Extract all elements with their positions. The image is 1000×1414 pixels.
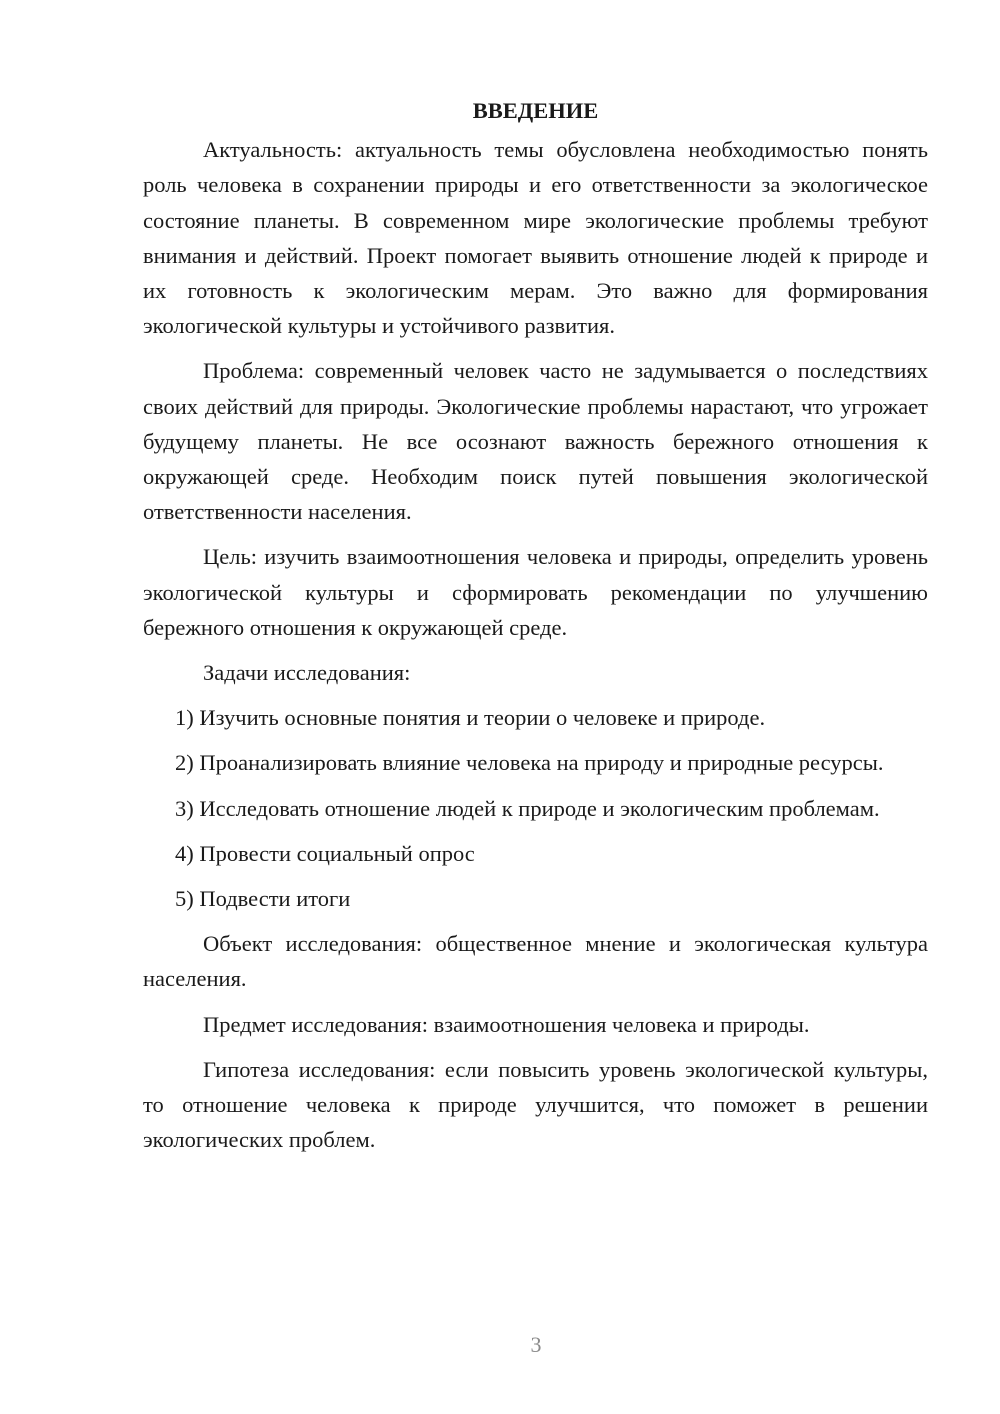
- page-content: [143, 93, 928, 1167]
- task-item-5: 5) Подвести итоги: [175, 886, 351, 912]
- task-item-1: 1) Изучить основные понятия и теории о человеке и природе.: [175, 705, 766, 731]
- paragraph-goal: Цель: изучить взаимоотношения человека и природы, определить уровень экологической культуры и сформировать рекомендации по улучшению бережного отношения к окружающей среде.: [143, 544, 928, 640]
- task-item-4: 4) Провести социальный опрос: [175, 840, 475, 866]
- page-title: ВВЕДЕНИЕ: [472, 98, 599, 123]
- task-item-3: 3) Исследовать отношение людей к природе и экологическим проблемам.: [175, 795, 880, 821]
- paragraph-problem: Проблема: современный человек часто не задумывается о последствиях своих действий для природы. Экологические проблемы нарастают, что угрожает будущему планеты. Не все осознают важность бережного отношения к окружающей среде. Необходим поиск путей повышения экологической ответственности населения.: [143, 358, 928, 525]
- paragraph-subject: Предмет исследования: взаимоотношения человека и природы.: [203, 1011, 810, 1037]
- paragraph-relevance: Актуальность: актуальность темы обусловлена необходимостью понять роль человека в сохранении природы и его ответственности за экологическое состояние планеты. В современном мире экологические проблемы требуют внимания и действий. Проект помогает выявить отношение людей к природе и их готовность к экологическим мерам. Это важно для формирования экологической культуры и устойчивого развития.: [143, 137, 928, 339]
- tasks-heading: Задачи исследования:: [203, 660, 411, 686]
- paragraph-object: Объект исследования: общественное мнение и экологическая культура населения.: [143, 931, 928, 992]
- task-item-2: 2) Проанализировать влияние человека на природу и природные ресурсы.: [175, 750, 884, 776]
- paragraph-hypothesis: Гипотеза исследования: если повысить уровень экологической культуры, то отношение человека к природе улучшится, что поможет в решении экологических проблем.: [143, 1056, 928, 1153]
- page-number: 3: [530, 1332, 542, 1357]
